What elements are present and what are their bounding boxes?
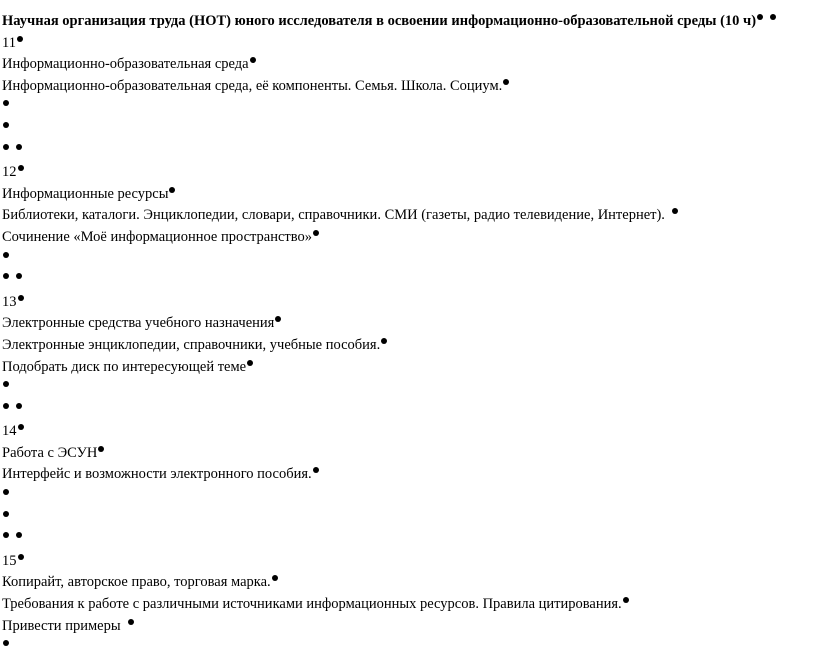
bullet-icon [381, 338, 387, 344]
empty-cell-line [2, 270, 814, 292]
bullet-icon [757, 14, 763, 20]
bullet-icon [16, 403, 22, 409]
bullet-icon [3, 640, 9, 646]
section-topic: Работа с ЭСУН [2, 444, 98, 461]
section-content: Информационно-образовательная среда, её компоненты. Семья. Школа. Социум. [2, 77, 503, 94]
section-content: Интерфейс и возможности электронного пособия. [2, 466, 312, 483]
bullet-icon [18, 554, 24, 560]
section-content-line [2, 464, 814, 486]
section-number: 15 [2, 552, 17, 569]
bullet-icon [18, 424, 24, 430]
empty-cell-line [2, 249, 814, 271]
bullet-icon [3, 511, 9, 517]
bullet-icon [275, 316, 281, 322]
section-task-line [2, 227, 814, 249]
section-number-line [2, 162, 814, 184]
empty-cell-line [2, 378, 814, 400]
bullet-icon [16, 144, 22, 150]
section-content: Электронные энциклопедии, справочники, учебные пособия. [2, 336, 381, 353]
section-number-line [2, 421, 814, 443]
bullet-icon [169, 187, 175, 193]
bullet-icon [272, 575, 278, 581]
section-topic-line [2, 572, 814, 594]
bullet-icon [3, 252, 9, 258]
bullet-icon [770, 14, 776, 20]
document-body [2, 11, 814, 659]
bullet-icon [17, 36, 23, 42]
section-topic: Копирайт, авторское право, торговая марка. [2, 574, 271, 591]
section-task-line [2, 357, 814, 379]
empty-cell-line [2, 141, 814, 163]
section-number-line [2, 33, 814, 55]
bullet-icon [3, 532, 9, 538]
bullet-icon [672, 208, 678, 214]
bullet-icon [16, 273, 22, 279]
bullet-icon [623, 597, 629, 603]
section-topic-line [2, 54, 814, 76]
section-content-line [2, 205, 814, 227]
section-content: Библиотеки, каталоги. Энциклопедии, словари, справочники. СМИ (газеты, радио телевидение, Интернет). [2, 207, 665, 224]
bullet-icon [3, 381, 9, 387]
section-number-line [2, 292, 814, 314]
document-title: Научная организация труда (НОТ) юного исследователя в освоении информационно-образовательной среды (10 ч) [2, 13, 757, 29]
empty-cell-line [2, 97, 814, 119]
section-content-line [2, 335, 814, 357]
section-number: 12 [2, 164, 17, 181]
bullet-icon [313, 467, 319, 473]
bullet-icon [313, 230, 319, 236]
bullet-icon [98, 446, 104, 452]
bullet-icon [3, 403, 9, 409]
section-topic: Информационно-образовательная среда [2, 56, 249, 73]
bullet-icon [247, 360, 253, 366]
section-content-line [2, 76, 814, 98]
section-content-line [2, 594, 814, 616]
bullet-icon [16, 532, 22, 538]
section-task: Подобрать диск по интересующей теме [2, 358, 247, 375]
empty-cell-line [2, 529, 814, 551]
bullet-icon [3, 273, 9, 279]
section-topic: Информационные ресурсы [2, 185, 169, 202]
empty-cell-line [2, 637, 814, 659]
empty-cell-line [2, 400, 814, 422]
bullet-icon [18, 165, 24, 171]
section-task-line [2, 616, 814, 638]
section-topic-line [2, 184, 814, 206]
section-number: 13 [2, 293, 17, 310]
section-task: Привести примеры [2, 617, 121, 634]
bullet-icon [3, 100, 9, 106]
bullet-icon [503, 79, 509, 85]
document-title-line [2, 11, 814, 33]
section-number-line [2, 551, 814, 573]
bullet-icon [128, 619, 134, 625]
section-content: Требования к работе с различными источниками информационных ресурсов. Правила цитирования. [2, 596, 622, 613]
bullet-icon [250, 57, 256, 63]
bullet-icon [3, 489, 9, 495]
section-topic-line [2, 313, 814, 335]
bullet-icon [3, 144, 9, 150]
empty-cell-line [2, 486, 814, 508]
section-number: 14 [2, 423, 17, 440]
empty-cell-line [2, 508, 814, 530]
section-number: 11 [2, 34, 16, 51]
bullet-icon [3, 122, 9, 128]
section-task: Сочинение «Моё информационное пространство» [2, 228, 312, 245]
bullet-icon [18, 295, 24, 301]
section-topic: Электронные средства учебного назначения [2, 315, 275, 332]
empty-cell-line [2, 119, 814, 141]
section-topic-line [2, 443, 814, 465]
